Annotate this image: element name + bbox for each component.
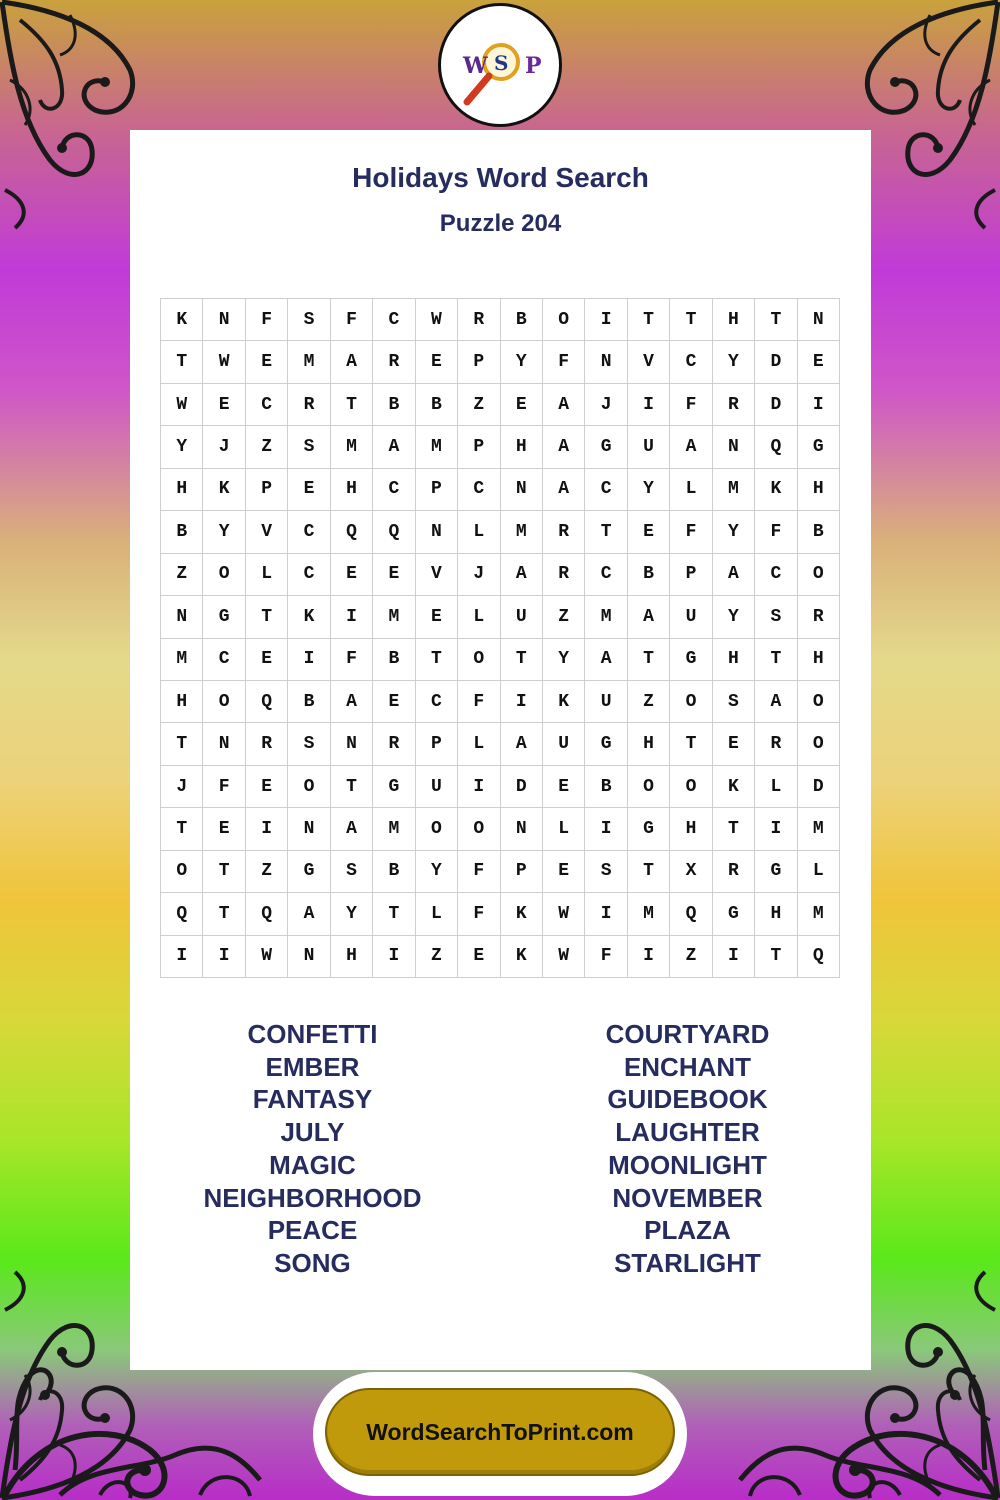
word-list-item: EMBER [265, 1051, 360, 1082]
grid-cell[interactable]: G [755, 851, 797, 893]
grid-cell[interactable]: T [161, 723, 203, 765]
grid-cell[interactable]: U [628, 426, 670, 468]
grid-cell[interactable]: Q [331, 511, 373, 553]
grid-cell[interactable]: N [501, 808, 543, 850]
word-list-item: PEACE [267, 1215, 358, 1246]
grid-cell[interactable]: M [501, 511, 543, 553]
grid-cell[interactable]: Q [246, 893, 288, 935]
grid-cell[interactable]: G [288, 851, 330, 893]
grid-cell[interactable]: F [331, 299, 373, 341]
grid-cell[interactable]: T [161, 341, 203, 383]
grid-cell[interactable]: E [628, 511, 670, 553]
grid-cell[interactable]: M [373, 808, 415, 850]
grid-cell[interactable]: F [755, 511, 797, 553]
grid-cell[interactable]: C [585, 554, 627, 596]
grid-cell[interactable]: O [798, 723, 840, 765]
grid-cell[interactable]: I [585, 808, 627, 850]
grid-cell[interactable]: Y [161, 426, 203, 468]
grid-cell[interactable]: X [670, 851, 712, 893]
grid-cell[interactable]: K [755, 469, 797, 511]
grid-cell[interactable]: N [501, 469, 543, 511]
grid-cell[interactable]: Y [416, 851, 458, 893]
grid-cell[interactable]: G [670, 639, 712, 681]
grid-cell[interactable]: O [203, 554, 245, 596]
grid-cell[interactable]: L [458, 511, 500, 553]
grid-cell[interactable]: Z [628, 681, 670, 723]
grid-cell[interactable]: N [713, 426, 755, 468]
grid-cell[interactable]: H [501, 426, 543, 468]
grid-cell[interactable]: Q [373, 511, 415, 553]
grid-cell[interactable]: B [373, 639, 415, 681]
grid-cell[interactable]: I [585, 299, 627, 341]
grid-cell[interactable]: M [373, 596, 415, 638]
grid-cell[interactable]: E [798, 341, 840, 383]
grid-cell[interactable]: Q [670, 893, 712, 935]
grid-cell[interactable]: A [628, 596, 670, 638]
grid-cell[interactable]: F [203, 766, 245, 808]
grid-cell[interactable]: E [373, 554, 415, 596]
grid-cell[interactable]: J [458, 554, 500, 596]
grid-cell[interactable]: C [585, 469, 627, 511]
grid-cell[interactable]: V [628, 341, 670, 383]
grid-cell[interactable]: Z [458, 384, 500, 426]
grid-cell[interactable]: T [628, 299, 670, 341]
grid-cell[interactable]: T [501, 639, 543, 681]
word-list-item: LAUGHTER [615, 1117, 760, 1148]
grid-cell[interactable]: Y [713, 596, 755, 638]
grid-cell[interactable]: M [585, 596, 627, 638]
grid-cell[interactable]: O [798, 554, 840, 596]
grid-cell[interactable]: E [458, 936, 500, 978]
grid-cell[interactable]: L [543, 808, 585, 850]
word-list-item: FANTASY [252, 1084, 373, 1115]
word-list-right [545, 1018, 830, 1280]
grid-cell[interactable]: E [203, 384, 245, 426]
grid-cell[interactable]: Q [798, 936, 840, 978]
grid-cell[interactable]: I [798, 384, 840, 426]
grid-cell[interactable]: C [373, 299, 415, 341]
word-list-item: COURTYARD [605, 1019, 770, 1049]
grid-cell[interactable]: G [203, 596, 245, 638]
grid-cell[interactable]: M [713, 469, 755, 511]
word-list-item: ENCHANT [623, 1051, 752, 1082]
grid-cell[interactable]: E [713, 723, 755, 765]
grid-cell[interactable]: H [798, 639, 840, 681]
grid-cell[interactable]: E [246, 766, 288, 808]
grid-cell[interactable]: N [798, 299, 840, 341]
grid-cell[interactable]: I [246, 808, 288, 850]
grid-cell[interactable]: T [246, 596, 288, 638]
grid-cell[interactable]: E [246, 341, 288, 383]
grid-cell[interactable]: N [416, 511, 458, 553]
grid-cell[interactable]: C [670, 341, 712, 383]
grid-cell[interactable]: E [331, 554, 373, 596]
puzzle-number: Puzzle 204 [439, 210, 562, 237]
grid-cell[interactable]: F [585, 936, 627, 978]
grid-cell[interactable]: U [416, 766, 458, 808]
grid-cell[interactable]: W [416, 299, 458, 341]
grid-cell[interactable]: G [798, 426, 840, 468]
grid-cell[interactable]: B [628, 554, 670, 596]
word-list-item: STARLIGHT [614, 1247, 761, 1278]
grid-cell[interactable]: Z [246, 426, 288, 468]
grid-cell[interactable]: D [755, 384, 797, 426]
wsp-logo [438, 3, 562, 127]
footer-site-link[interactable]: WordSearchToPrint.com [366, 1418, 634, 1445]
grid-cell[interactable]: F [331, 639, 373, 681]
grid-cell[interactable]: T [331, 766, 373, 808]
page-title: Holidays Word Search [352, 162, 649, 193]
grid-cell[interactable]: I [373, 936, 415, 978]
grid-cell[interactable]: R [288, 384, 330, 426]
grid-cell[interactable]: P [458, 341, 500, 383]
grid-cell[interactable]: Q [246, 681, 288, 723]
grid-cell[interactable]: O [798, 681, 840, 723]
grid-cell[interactable]: K [501, 936, 543, 978]
grid-cell[interactable]: I [161, 936, 203, 978]
word-list-item: SONG [274, 1247, 351, 1278]
grid-cell[interactable]: B [373, 384, 415, 426]
grid-cell[interactable]: O [458, 639, 500, 681]
grid-cell[interactable]: O [288, 766, 330, 808]
grid-cell[interactable]: T [628, 851, 670, 893]
grid-cell[interactable]: I [331, 596, 373, 638]
logo-letter-p: P [525, 53, 542, 79]
grid-cell[interactable]: F [543, 341, 585, 383]
grid-cell[interactable]: B [585, 766, 627, 808]
grid-cell[interactable]: Z [161, 554, 203, 596]
grid-cell[interactable]: R [543, 554, 585, 596]
grid-cell[interactable]: H [713, 299, 755, 341]
grid-cell[interactable]: T [416, 639, 458, 681]
word-list-item: MOONLIGHT [608, 1149, 767, 1180]
puzzle-sheet [130, 130, 871, 1370]
grid-cell[interactable]: A [713, 554, 755, 596]
grid-cell[interactable]: T [670, 299, 712, 341]
grid-cell[interactable]: L [416, 893, 458, 935]
grid-cell[interactable]: E [288, 469, 330, 511]
grid-cell[interactable]: A [755, 681, 797, 723]
word-list-item: JULY [280, 1117, 345, 1148]
grid-cell[interactable]: N [288, 808, 330, 850]
grid-cell[interactable]: M [798, 893, 840, 935]
grid-cell[interactable]: J [161, 766, 203, 808]
grid-cell[interactable]: U [585, 681, 627, 723]
grid-cell[interactable]: Z [670, 936, 712, 978]
grid-cell[interactable]: E [373, 681, 415, 723]
grid-cell[interactable]: T [670, 723, 712, 765]
grid-cell[interactable]: C [416, 681, 458, 723]
grid-cell[interactable]: Y [713, 341, 755, 383]
grid-cell[interactable]: N [331, 723, 373, 765]
grid-cell[interactable]: C [203, 639, 245, 681]
grid-cell[interactable]: Q [161, 893, 203, 935]
grid-cell[interactable]: A [501, 554, 543, 596]
grid-cell[interactable]: S [288, 299, 330, 341]
grid-cell[interactable]: O [670, 681, 712, 723]
grid-cell[interactable]: G [373, 766, 415, 808]
grid-cell[interactable]: Z [246, 851, 288, 893]
grid-cell[interactable]: B [798, 511, 840, 553]
grid-cell[interactable]: S [288, 426, 330, 468]
grid-cell[interactable]: A [543, 469, 585, 511]
grid-cell[interactable]: R [713, 851, 755, 893]
grid-cell[interactable]: N [585, 341, 627, 383]
grid-cell[interactable]: M [798, 808, 840, 850]
grid-cell[interactable]: O [203, 681, 245, 723]
grid-cell[interactable]: Y [331, 893, 373, 935]
magnifier-icon [467, 76, 489, 102]
grid-cell[interactable]: E [501, 384, 543, 426]
grid-cell[interactable]: T [755, 936, 797, 978]
word-list-item: NOVEMBER [612, 1182, 763, 1213]
grid-cell[interactable]: E [203, 808, 245, 850]
grid-cell[interactable]: F [670, 511, 712, 553]
corner-flourish-top-right [860, 0, 1000, 230]
grid-cell[interactable]: S [288, 723, 330, 765]
grid-cell[interactable]: T [203, 851, 245, 893]
grid-cell[interactable]: I [501, 681, 543, 723]
grid-cell[interactable]: Y [628, 469, 670, 511]
grid-cell[interactable]: L [246, 554, 288, 596]
grid-cell[interactable]: A [585, 639, 627, 681]
grid-cell[interactable]: K [501, 893, 543, 935]
grid-cell[interactable]: B [501, 299, 543, 341]
grid-cell[interactable]: H [331, 469, 373, 511]
grid-cell[interactable]: R [543, 511, 585, 553]
grid-cell[interactable]: C [288, 511, 330, 553]
grid-cell[interactable]: P [246, 469, 288, 511]
grid-cell[interactable]: T [161, 808, 203, 850]
grid-cell[interactable]: H [755, 893, 797, 935]
grid-cell[interactable]: O [416, 808, 458, 850]
grid-cell[interactable]: F [458, 851, 500, 893]
grid-cell[interactable]: N [203, 723, 245, 765]
grid-cell[interactable]: P [458, 426, 500, 468]
grid-cell[interactable]: Z [543, 596, 585, 638]
grid-cell[interactable]: T [585, 511, 627, 553]
grid-cell[interactable]: B [373, 851, 415, 893]
grid-cell[interactable]: A [501, 723, 543, 765]
grid-cell[interactable]: K [161, 299, 203, 341]
grid-cell[interactable]: M [416, 426, 458, 468]
grid-cell[interactable]: I [585, 893, 627, 935]
grid-cell[interactable]: A [543, 384, 585, 426]
grid-cell[interactable]: Z [416, 936, 458, 978]
word-list-item: MAGIC [269, 1149, 356, 1180]
word-list-item: GUIDEBOOK [607, 1084, 768, 1115]
grid-cell[interactable]: T [203, 893, 245, 935]
grid-cell[interactable]: E [416, 596, 458, 638]
grid-cell[interactable]: F [670, 384, 712, 426]
grid-cell[interactable]: D [798, 766, 840, 808]
grid-cell[interactable]: F [246, 299, 288, 341]
grid-cell[interactable]: T [755, 639, 797, 681]
grid-cell[interactable]: K [713, 766, 755, 808]
grid-cell[interactable]: B [288, 681, 330, 723]
grid-cell[interactable]: F [458, 681, 500, 723]
grid-cell[interactable]: W [161, 384, 203, 426]
grid-cell[interactable]: R [373, 723, 415, 765]
grid-cell[interactable]: H [713, 639, 755, 681]
grid-cell[interactable]: I [628, 384, 670, 426]
grid-cell[interactable]: H [331, 936, 373, 978]
grid-cell[interactable]: O [628, 766, 670, 808]
grid-cell[interactable]: R [373, 341, 415, 383]
grid-cell[interactable]: M [331, 426, 373, 468]
grid-cell[interactable]: U [501, 596, 543, 638]
grid-cell[interactable]: A [331, 681, 373, 723]
grid-cell[interactable]: I [755, 808, 797, 850]
grid-cell[interactable]: W [246, 936, 288, 978]
grid-cell[interactable]: R [246, 723, 288, 765]
grid-cell[interactable]: S [585, 851, 627, 893]
grid-cell[interactable]: D [501, 766, 543, 808]
grid-cell[interactable]: E [416, 341, 458, 383]
grid-cell[interactable]: P [501, 851, 543, 893]
grid-cell[interactable]: T [713, 808, 755, 850]
grid-cell[interactable]: I [713, 936, 755, 978]
grid-cell[interactable]: H [628, 723, 670, 765]
grid-cell[interactable]: O [670, 766, 712, 808]
logo-letter-w: W [463, 53, 488, 79]
grid-cell[interactable]: E [543, 851, 585, 893]
grid-cell[interactable]: N [203, 299, 245, 341]
grid-cell[interactable]: A [543, 426, 585, 468]
grid-cell[interactable]: H [161, 681, 203, 723]
grid-cell[interactable]: U [543, 723, 585, 765]
grid-cell[interactable]: L [670, 469, 712, 511]
grid-cell[interactable]: I [203, 936, 245, 978]
grid-cell[interactable]: A [288, 893, 330, 935]
grid-cell[interactable]: A [373, 426, 415, 468]
grid-cell[interactable]: K [543, 681, 585, 723]
grid-cell[interactable]: Y [713, 511, 755, 553]
grid-cell[interactable]: V [246, 511, 288, 553]
grid-cell[interactable]: O [543, 299, 585, 341]
grid-cell[interactable]: R [713, 384, 755, 426]
grid-cell[interactable]: S [331, 851, 373, 893]
grid-cell[interactable]: W [543, 936, 585, 978]
grid-cell[interactable]: J [203, 426, 245, 468]
grid-cell[interactable]: P [416, 469, 458, 511]
grid-cell[interactable]: G [713, 893, 755, 935]
grid-cell[interactable]: C [373, 469, 415, 511]
grid-cell[interactable]: R [458, 299, 500, 341]
grid-cell[interactable]: I [628, 936, 670, 978]
word-list-left [170, 1018, 455, 1280]
grid-cell[interactable]: A [331, 808, 373, 850]
grid-cell[interactable]: U [670, 596, 712, 638]
grid-cell[interactable]: T [628, 639, 670, 681]
grid-cell[interactable]: C [458, 469, 500, 511]
corner-flourish-top-left [0, 0, 140, 230]
grid-cell[interactable]: S [755, 596, 797, 638]
grid-cell[interactable]: E [246, 639, 288, 681]
letter-grid [160, 298, 840, 978]
grid-cell[interactable]: M [288, 341, 330, 383]
grid-cell[interactable]: B [416, 384, 458, 426]
grid-cell[interactable]: T [331, 384, 373, 426]
bottom-scroll-ornament-left [0, 1360, 300, 1500]
grid-cell[interactable]: P [416, 723, 458, 765]
grid-cell[interactable]: P [670, 554, 712, 596]
grid-cell[interactable]: A [331, 341, 373, 383]
word-list-item: PLAZA [644, 1215, 731, 1246]
grid-cell[interactable]: D [755, 341, 797, 383]
grid-cell[interactable]: H [161, 469, 203, 511]
grid-cell[interactable]: L [798, 851, 840, 893]
logo-letter-s: S [494, 51, 509, 75]
grid-cell[interactable]: L [458, 596, 500, 638]
grid-cell[interactable]: T [373, 893, 415, 935]
grid-cell[interactable]: W [543, 893, 585, 935]
grid-cell[interactable]: Y [203, 511, 245, 553]
grid-cell[interactable]: N [161, 596, 203, 638]
grid-cell[interactable]: R [755, 723, 797, 765]
grid-cell[interactable]: I [458, 766, 500, 808]
grid-cell[interactable]: V [416, 554, 458, 596]
bottom-scroll-ornament-right [700, 1360, 1000, 1500]
word-list-item: NEIGHBORHOOD [203, 1182, 422, 1213]
grid-cell[interactable]: L [755, 766, 797, 808]
grid-cell[interactable]: G [585, 426, 627, 468]
grid-cell[interactable]: F [458, 893, 500, 935]
grid-cell[interactable]: O [161, 851, 203, 893]
grid-cell[interactable]: C [246, 384, 288, 426]
grid-cell[interactable]: L [458, 723, 500, 765]
grid-cell[interactable]: N [288, 936, 330, 978]
grid-cell[interactable]: K [203, 469, 245, 511]
grid-cell[interactable]: K [288, 596, 330, 638]
grid-cell[interactable]: T [755, 299, 797, 341]
grid-cell[interactable]: G [628, 808, 670, 850]
footer-banner[interactable] [325, 1388, 675, 1476]
grid-cell[interactable]: E [543, 766, 585, 808]
grid-cell[interactable]: G [585, 723, 627, 765]
grid-cell[interactable]: M [628, 893, 670, 935]
grid-cell[interactable]: J [585, 384, 627, 426]
grid-cell[interactable]: A [670, 426, 712, 468]
grid-cell[interactable]: Y [543, 639, 585, 681]
grid-cell[interactable]: C [755, 554, 797, 596]
grid-cell[interactable]: H [670, 808, 712, 850]
grid-cell[interactable]: R [798, 596, 840, 638]
grid-cell[interactable]: O [458, 808, 500, 850]
grid-cell[interactable]: C [288, 554, 330, 596]
grid-cell[interactable]: M [161, 639, 203, 681]
grid-cell[interactable]: S [713, 681, 755, 723]
grid-cell[interactable]: B [161, 511, 203, 553]
grid-cell[interactable]: H [798, 469, 840, 511]
grid-cell[interactable]: I [288, 639, 330, 681]
grid-cell[interactable]: W [203, 341, 245, 383]
grid-cell[interactable]: Y [501, 341, 543, 383]
word-list-item: CONFETTI [247, 1019, 378, 1049]
grid-cell[interactable]: Q [755, 426, 797, 468]
